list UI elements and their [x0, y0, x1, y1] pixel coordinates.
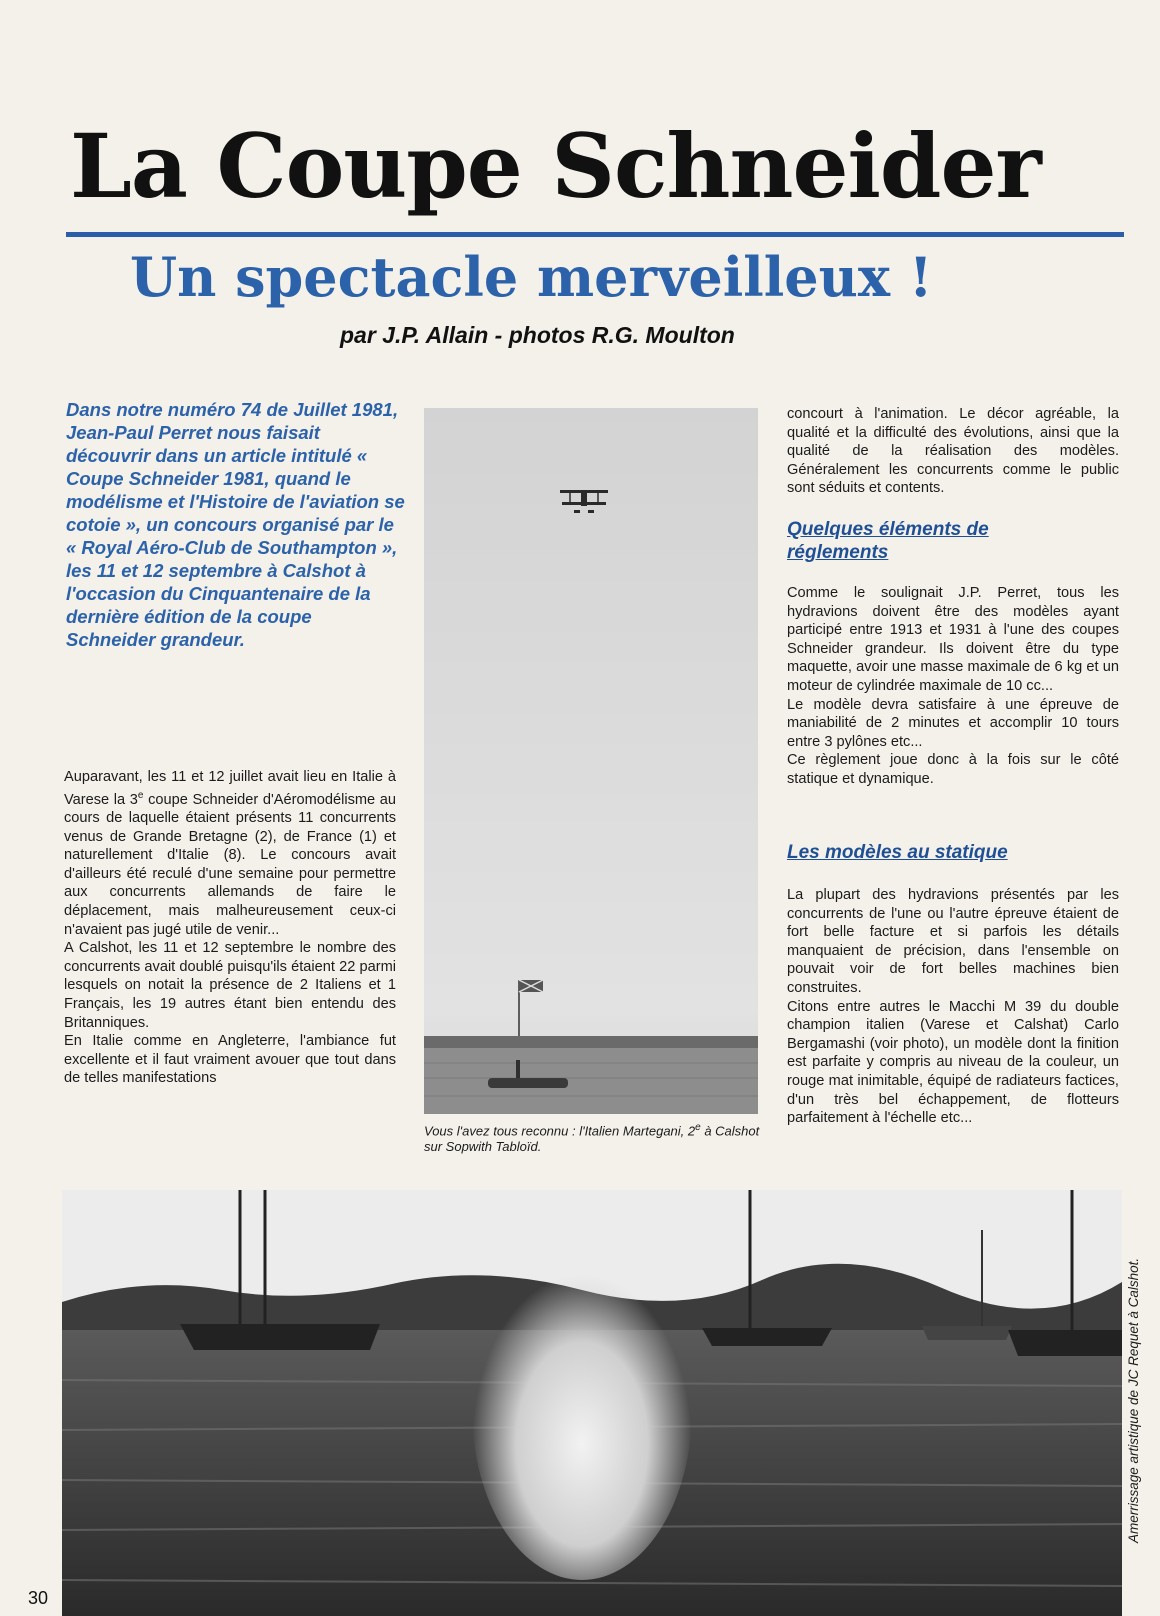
caption-text: Vous l'avez tous reconnu : l'Italien Martegani, 2	[424, 1123, 696, 1139]
column-right-block	[787, 584, 1119, 789]
body-paragraph: Comme le soulignait J.P. Perret, tous les hydravions doivent être des modèles ayant participé entre 1913 et 1931 à l'une des coupes Schneider grandeur. Ils doivent être du type maquette, avoir une masse maximale de 6 kg et un moteur de cylindrée maximale de 10 cc...	[787, 585, 1119, 694]
text-run: coupe Schneider d'Aéromodélisme au cours de laquelle étaient présents 11 concurrents venus de Grande Bretagne (2), de France (1) et naturellement d'Italie (8). Le concours avait d'ailleurs été reculé d'une semaine pour permettre aux concurrents allemands de faire le déplacement, mais malheureusement ceux-ci n'avaient pas jugé utile de venir...	[64, 791, 396, 938]
body-paragraph: Citons entre autres le Macchi M 39 du double champion italien (Varese et Calshat) Carlo Bergamashi (voir photo), un modèle dont la finition est parfaite y compris au niveau de la couleur, un rouge mat inimitable, équipé de radiateurs factices, d'un très bel échappement, de flotteurs parfaitement à l'échelle etc...	[787, 998, 1119, 1127]
body-paragraph: En Italie comme en Angleterre, l'ambiance fut excellente et il faut vraiment avouer que tout dans de telles manifestations	[64, 1033, 396, 1087]
section-heading: Les modèles au statique	[787, 842, 1008, 863]
body-paragraph: Ce règlement joue donc à la fois sur le côté statique et dynamique.	[787, 752, 1119, 787]
biplane-photo	[424, 408, 758, 1114]
body-paragraph: A Calshot, les 11 et 12 septembre le nombre des concurrents avait doublé puisqu'ils étaient 22 parmi lesquels on notait la présence de 2 Italiens et 1 Français, les 19 autres étant bien entendu des Britanniques.	[64, 940, 396, 1031]
section-heading: Quelques éléments de réglements	[787, 519, 989, 563]
landing-splash-art	[62, 1190, 1122, 1616]
biplane-photo-art	[424, 408, 758, 1114]
text-run: Auparavant, les 11 et 12 juillet avait lieu en Italie à Varese la 3	[64, 769, 396, 808]
article-title: La Coupe Schneider	[70, 114, 1041, 218]
body-paragraph: La plupart des hydravions présentés par les concurrents de l'une ou l'autre épreuve étaient de fort belle facture et si parfois les détails manquaient de précision, dans l'ensemble on pouvait voir de fort belles machines bien construites.	[787, 887, 1119, 996]
body-paragraph: concourt à l'animation. Le décor agréable, la qualité et la difficulté des évolutions, ainsi que la qualité de la réalisation des modèles. Généralement les concurrents comme le public sont séduits et contents.	[787, 406, 1119, 497]
body-paragraph	[64, 768, 396, 939]
photo-credit: Amerrissage artistique de JC Requet à Calshot.	[1126, 1257, 1141, 1543]
caption-text: à Calshot sur Sopwith Tabloïd.	[424, 1123, 760, 1155]
superscript: e	[695, 1122, 701, 1133]
body-paragraph: Le modèle devra satisfaire à une épreuve de maniabilité de 2 minutes et accomplir 10 tours entre 3 pylônes etc...	[787, 696, 1119, 750]
intro-paragraph: Dans notre numéro 74 de Juillet 1981, Jean-Paul Perret nous faisait découvrir dans un article intitulé « Coupe Schneider 1981, quand le modélisme et l'Histoire de l'aviation se cotoie », un concours organisé par le « Royal Aéro-Club de Southampton », les 11 et 12 septembre à Calshot à l'occasion du Cinquantenaire de la dernière édition de la coupe Schneider grandeur.	[66, 399, 405, 650]
superscript: e	[137, 789, 144, 801]
article-subtitle: Un spectacle merveilleux !	[130, 245, 933, 309]
photo-caption	[424, 1120, 764, 1155]
title-rule	[66, 232, 1124, 237]
column-right-block	[787, 886, 1119, 1128]
water-splash	[472, 1240, 692, 1580]
page-number: 30	[28, 1588, 49, 1608]
boat-icon	[488, 1078, 568, 1088]
column-left	[64, 768, 396, 1088]
landing-splash-photo	[62, 1190, 1122, 1616]
byline: par J.P. Allain - photos R.G. Moulton	[340, 322, 735, 348]
